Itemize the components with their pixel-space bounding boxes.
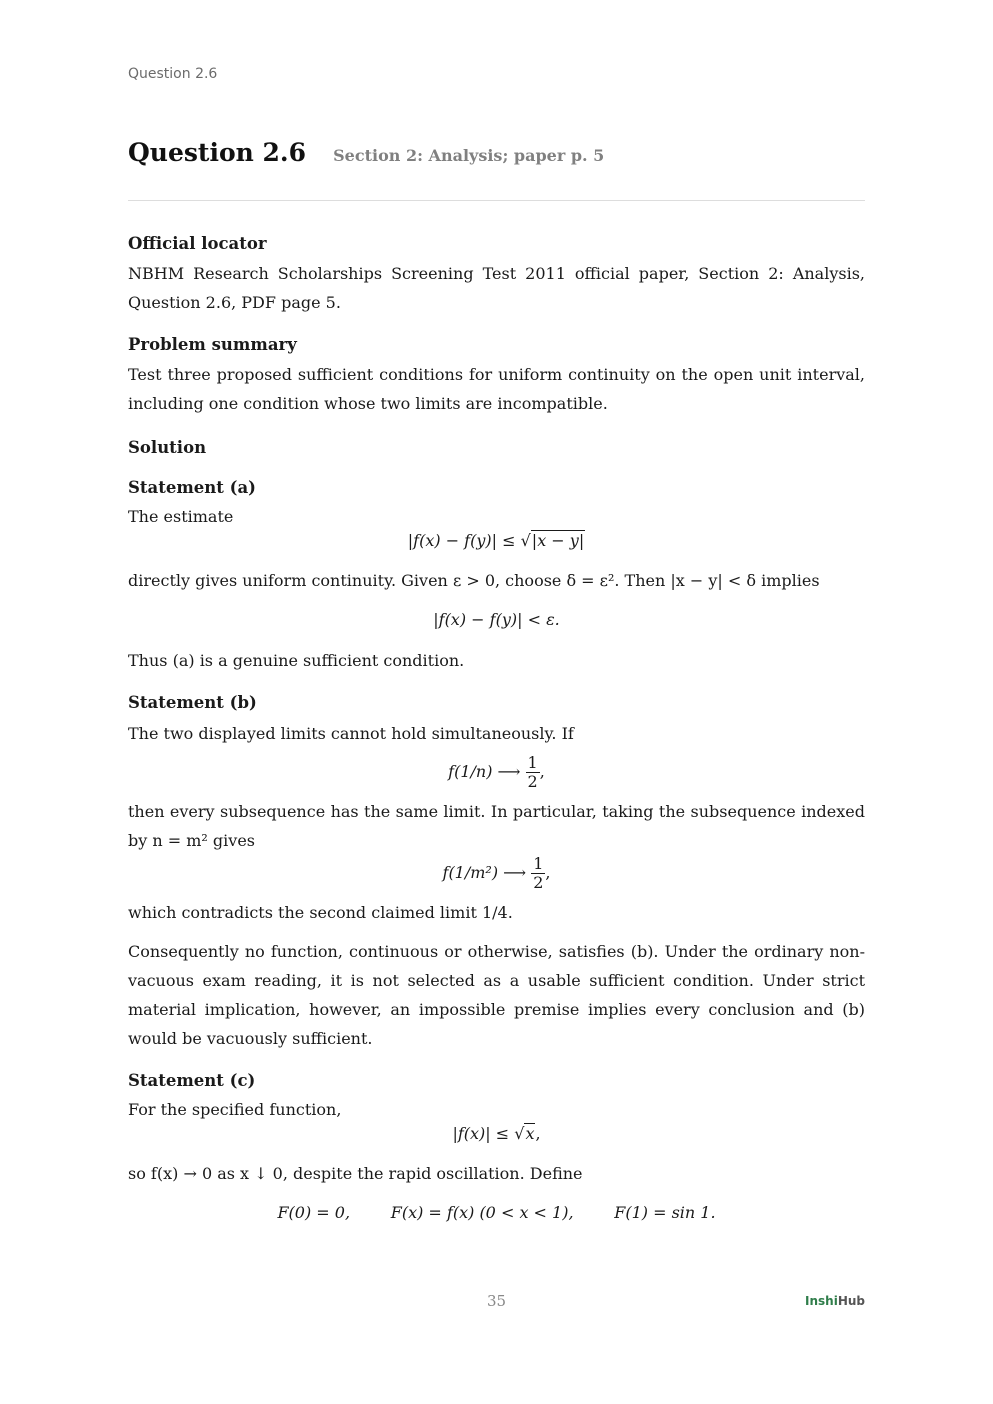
eq-comma: , xyxy=(535,1124,541,1143)
statement-a-eq1-radicand: |x − y| xyxy=(531,531,585,550)
title-divider xyxy=(128,200,865,201)
fraction-half xyxy=(531,855,545,892)
fraction-numerator: 1 xyxy=(527,753,538,772)
statement-a-eq1-left: |f(x) − f(y)| ≤ xyxy=(407,531,521,550)
statement-a-eq2: |f(x) − f(y)| < ε. xyxy=(433,610,560,629)
fraction-denominator: 2 xyxy=(527,772,538,791)
brand-logo-part-a: Inshi xyxy=(805,1294,838,1308)
statement-c-p2: so f(x) → 0 as x ↓ 0, despite the rapid oscillation. Define xyxy=(128,1164,583,1183)
statement-a-p2: directly gives uniform continuity. Given ε > 0, choose δ = ε². Then |x − y| < δ implies xyxy=(128,571,820,590)
eq-comma: , xyxy=(545,863,551,882)
statement-b-eq1-left: f(1/n) ⟶ xyxy=(448,762,526,781)
statement-c-eq1-left: |f(x)| ≤ xyxy=(452,1124,515,1143)
locator-heading: Official locator xyxy=(128,234,267,253)
statement-a-eq1 xyxy=(128,530,865,552)
brand-logo-part-b: Hub xyxy=(837,1294,865,1308)
statement-c-eq1-radicand: x xyxy=(525,1124,535,1143)
statement-c-intro: For the specified function, xyxy=(128,1100,342,1119)
fraction-denominator: 2 xyxy=(533,873,544,892)
sqrt-sign: √ xyxy=(520,531,531,550)
summary-heading: Problem summary xyxy=(128,335,297,354)
statement-a-p3: Thus (a) is a genuine sufficient condition. xyxy=(128,651,465,670)
title-main: Question 2.6 xyxy=(128,138,307,167)
statement-b-eq2-left: f(1/m²) ⟶ xyxy=(442,863,532,882)
statement-b-p3: which contradicts the second claimed limit 1/4. xyxy=(128,903,513,922)
locator-text: NBHM Research Scholarships Screening Test 2011 official paper, Section 2: Analysis, Question 2.6, PDF page 5. xyxy=(128,264,865,312)
summary-text: Test three proposed sufficient conditions for uniform continuity on the open unit interval, including one condition whose two limits are incompatible. xyxy=(128,365,865,413)
sqrt-sign: √ xyxy=(514,1124,525,1143)
statement-b-heading: Statement (b) xyxy=(128,693,257,712)
statement-b-p4: Consequently no function, continuous or otherwise, satisfies (b). Under the ordinary non-vacuous exam reading, it is not selected as a usable sufficient condition. Under strict material implication, however, an impossible premise implies every conclusion and (b) would be vacuously sufficient. xyxy=(128,942,865,1048)
statement-b-eq1 xyxy=(128,754,865,791)
page-title xyxy=(128,138,865,167)
solution-heading: Solution xyxy=(128,438,207,457)
running-head: Question 2.6 xyxy=(128,66,218,82)
brand-logo xyxy=(805,1294,865,1308)
statement-b-p2: then every subsequence has the same limit. In particular, taking the subsequence indexed by n = m² gives xyxy=(128,802,865,850)
page-number: 35 xyxy=(486,1292,507,1310)
document-body xyxy=(128,232,865,1227)
statement-b-eq2 xyxy=(128,855,865,892)
statement-c-eq1 xyxy=(128,1123,865,1145)
statement-c-heading: Statement (c) xyxy=(128,1071,256,1090)
statement-b-intro: The two displayed limits cannot hold simultaneously. If xyxy=(128,724,574,743)
statement-a-intro: The estimate xyxy=(128,507,234,526)
statement-a-heading: Statement (a) xyxy=(128,478,256,497)
fraction-numerator: 1 xyxy=(533,854,544,873)
title-sub: Section 2: Analysis; paper p. 5 xyxy=(333,146,605,165)
statement-c-eq2: F(0) = 0, F(x) = f(x) (0 < x < 1), F(1) = sin 1. xyxy=(277,1203,716,1222)
fraction-half xyxy=(526,754,540,791)
eq-comma: , xyxy=(539,762,545,781)
